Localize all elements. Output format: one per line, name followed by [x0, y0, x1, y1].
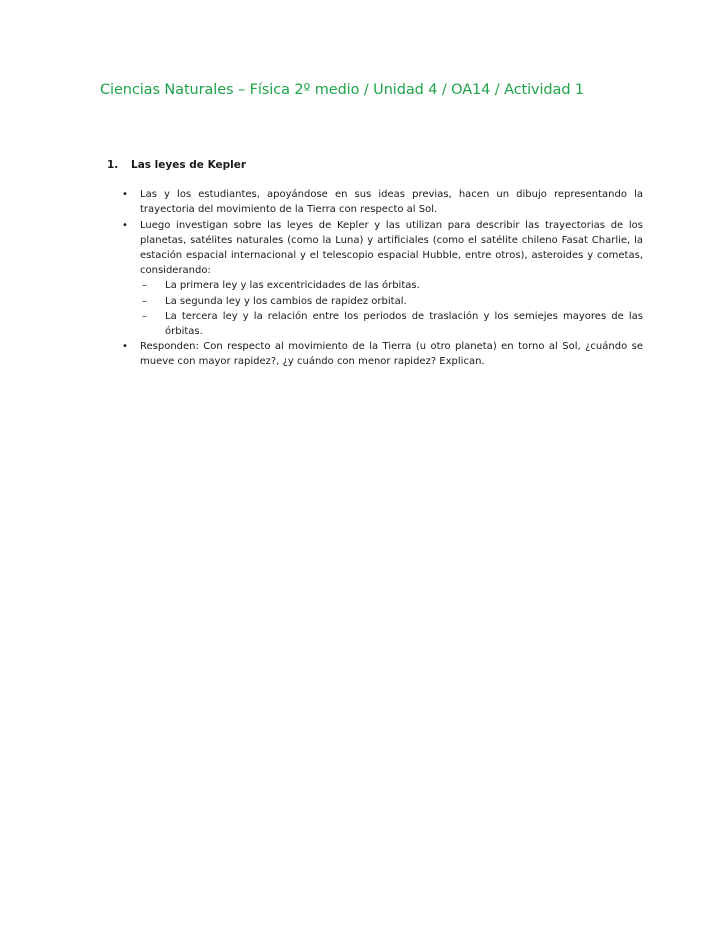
sub-list: [140, 278, 643, 339]
list-item-text: Luego investigan sobre las leyes de Kepler y las utilizan para describir las trayectorias de los planetas, satélites naturales (como la Luna) y artificiales (como el satélite chileno Fasat Charlie, la estación espacial internacional y el telescopio espacial Hubble, entre otros), asteroides y cometas, considerando:: [140, 219, 643, 277]
bullet-list: [107, 187, 643, 369]
sub-list-item: [140, 278, 643, 293]
sub-list-item-text: La primera ley y las excentricidades de las órbitas.: [165, 280, 420, 292]
dash-icon: –: [142, 295, 147, 307]
bullet-icon: •: [122, 341, 128, 353]
page-header-title: Ciencias Naturales – Física 2º medio / Unidad 4 / OA14 / Actividad 1: [100, 82, 585, 98]
sub-list-item-text: La tercera ley y la relación entre los periodos de traslación y los semiejes mayores de las órbitas.: [165, 310, 643, 338]
dash-icon: –: [142, 280, 147, 292]
bullet-icon: •: [122, 219, 128, 231]
dash-icon: –: [142, 310, 147, 322]
list-item: [107, 187, 643, 217]
list-item: [107, 339, 643, 369]
section-number: 1.: [107, 159, 119, 171]
list-item-text: Responden: Con respecto al movimiento de la Tierra (u otro planeta) en torno al Sol, ¿cuándo se mueve con mayor rapidez?, ¿y cuándo con menor rapidez? Explican.: [140, 341, 643, 368]
sub-list-item-text: La segunda ley y los cambios de rapidez orbital.: [165, 295, 407, 307]
section-title: Las leyes de Kepler: [131, 159, 247, 171]
sub-list-item: [140, 309, 643, 339]
section-heading: [107, 158, 643, 173]
sub-list-item: [140, 294, 643, 309]
bullet-icon: •: [122, 189, 128, 201]
list-item: [107, 218, 643, 340]
list-item-text: Las y los estudiantes, apoyándose en sus ideas previas, hacen un dibujo representando la trayectoria del movimiento de la Tierra con respecto al Sol.: [140, 189, 643, 216]
document-body: [107, 158, 643, 370]
